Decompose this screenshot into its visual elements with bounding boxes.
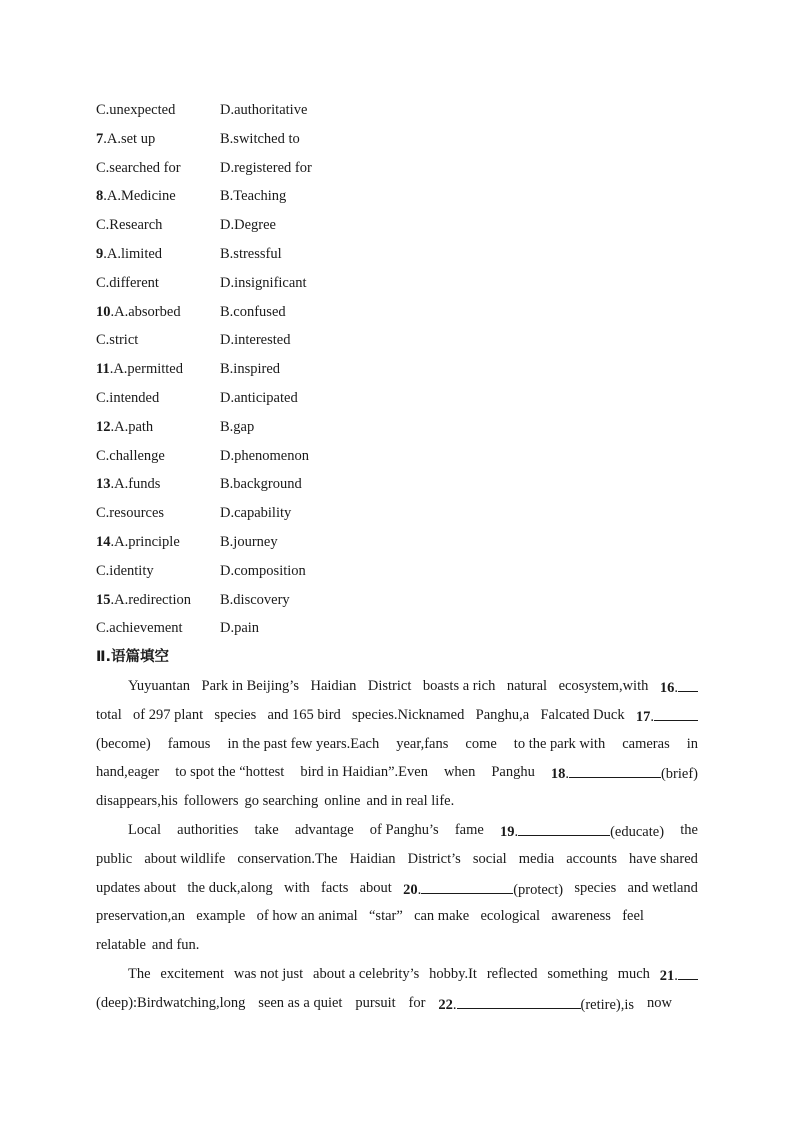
option-right: D.interested <box>220 332 291 349</box>
blank-21[interactable]: 21. <box>660 964 698 986</box>
option-left: 12.A.path <box>96 418 154 435</box>
passage-line: (deep):Birdwatching,long seen as a quiet pursuit for 22. (retire),is now <box>96 994 672 1013</box>
passage-line: (become) famous in the past few years.Each year,fans come to the park with cameras in <box>96 735 698 752</box>
option-right: D.insignificant <box>220 274 307 291</box>
option-left: C.identity <box>96 562 154 579</box>
option-row <box>96 561 312 590</box>
option-row <box>96 532 312 561</box>
option-left: 7.A.set up <box>96 130 156 147</box>
passage-line: hand,eager to spot the “hottest bird in Haidian”.Even when Panghu 18. (brief) <box>96 764 698 783</box>
option-left: 9.A.limited <box>96 245 163 262</box>
option-row <box>96 359 312 388</box>
option-right: B.switched to <box>220 130 300 147</box>
option-right: B.journey <box>220 533 278 550</box>
option-row <box>96 129 312 158</box>
option-right: D.capability <box>220 505 292 522</box>
passage-line: public about wildlife conservation.The Haidian District’s social media accounts have shared <box>96 850 698 867</box>
option-left: 14.A.principle <box>96 533 180 550</box>
option-left: C.intended <box>96 389 160 406</box>
option-left: 8.A.Medicine <box>96 188 176 205</box>
option-row <box>96 590 312 619</box>
passage-line: Local authorities take advantage of Panghu’s fame 19. (educate) the <box>128 821 698 840</box>
blank-16[interactable]: 16. <box>660 676 698 698</box>
cloze-passage <box>96 676 698 1022</box>
option-right: D.Degree <box>220 217 276 234</box>
option-row <box>96 100 312 129</box>
option-right: D.anticipated <box>220 389 298 406</box>
option-right: D.pain <box>220 620 260 637</box>
option-row <box>96 158 312 187</box>
question-number: 10 <box>96 303 111 320</box>
option-right: D.phenomenon <box>220 447 309 464</box>
option-left: C.searched for <box>96 159 181 176</box>
passage-line: The excitement was not just about a celebrity’s hobby.It reflected something much 21. <box>96 964 698 993</box>
option-row <box>96 417 312 446</box>
option-left: C.challenge <box>96 447 165 464</box>
passage-line: updates about the duck,along with facts about 20. (protect) species and wetland <box>96 879 698 898</box>
option-row <box>96 388 312 417</box>
question-number: 9 <box>96 245 104 262</box>
option-left: C.different <box>96 274 159 291</box>
option-right: B.confused <box>220 303 286 320</box>
passage-line: total of 297 plant species and 165 bird species.Nicknamed Panghu,a Falcated Duck 17. <box>96 705 698 734</box>
option-right: D.composition <box>220 562 306 579</box>
option-right: B.stressful <box>220 245 282 262</box>
blank-19[interactable]: 19. (educate) <box>500 820 664 842</box>
option-left: C.resources <box>96 505 165 522</box>
option-right: B.inspired <box>220 361 281 378</box>
blank-20[interactable]: 20. (protect) <box>403 878 563 900</box>
passage-line: disappears,his followers go searching online and in real life. <box>96 793 455 810</box>
option-right: D.authoritative <box>220 102 308 118</box>
option-left: C.unexpected <box>96 102 176 118</box>
question-number: 14 <box>96 533 111 550</box>
passage-line: Yuyuantan Park in Beijing’s Haidian District boasts a rich natural ecosystem,with 16. <box>96 676 698 705</box>
section-title: Ⅱ.语篇填空 <box>96 649 170 665</box>
option-left: 10.A.absorbed <box>96 303 181 320</box>
option-left: 11.A.permitted <box>96 361 183 378</box>
option-left: C.achievement <box>96 620 183 637</box>
option-row <box>96 244 312 273</box>
option-row <box>96 330 312 359</box>
option-row <box>96 302 312 331</box>
question-number: 7 <box>96 130 104 147</box>
option-row <box>96 474 312 503</box>
option-left: C.strict <box>96 332 139 349</box>
option-right: B.Teaching <box>220 188 287 205</box>
question-number: 8 <box>96 188 104 205</box>
option-row <box>96 215 312 244</box>
question-number: 11 <box>96 361 110 378</box>
option-row <box>96 273 312 302</box>
option-row <box>96 503 312 532</box>
option-right: D.registered for <box>220 159 312 176</box>
question-number: 15 <box>96 591 111 608</box>
option-right: B.background <box>220 476 302 493</box>
option-right: B.gap <box>220 418 255 435</box>
option-right: B.discovery <box>220 591 290 608</box>
option-left: 15.A.redirection <box>96 591 192 608</box>
blank-22[interactable]: 22. (retire),is <box>438 993 634 1015</box>
blank-17[interactable]: 17. <box>636 705 698 727</box>
blank-18[interactable]: 18. (brief) <box>551 762 698 784</box>
option-row <box>96 446 312 475</box>
answer-options <box>96 100 312 647</box>
question-number: 12 <box>96 418 111 435</box>
option-left: 13.A.funds <box>96 476 161 493</box>
passage-line: relatable and fun. <box>96 937 200 954</box>
option-left: C.Research <box>96 217 163 234</box>
passage-line: preservation,an example of how an animal “star” can make ecological awareness feel <box>96 908 644 925</box>
option-row <box>96 618 312 647</box>
question-number: 13 <box>96 476 111 493</box>
option-row <box>96 186 312 215</box>
